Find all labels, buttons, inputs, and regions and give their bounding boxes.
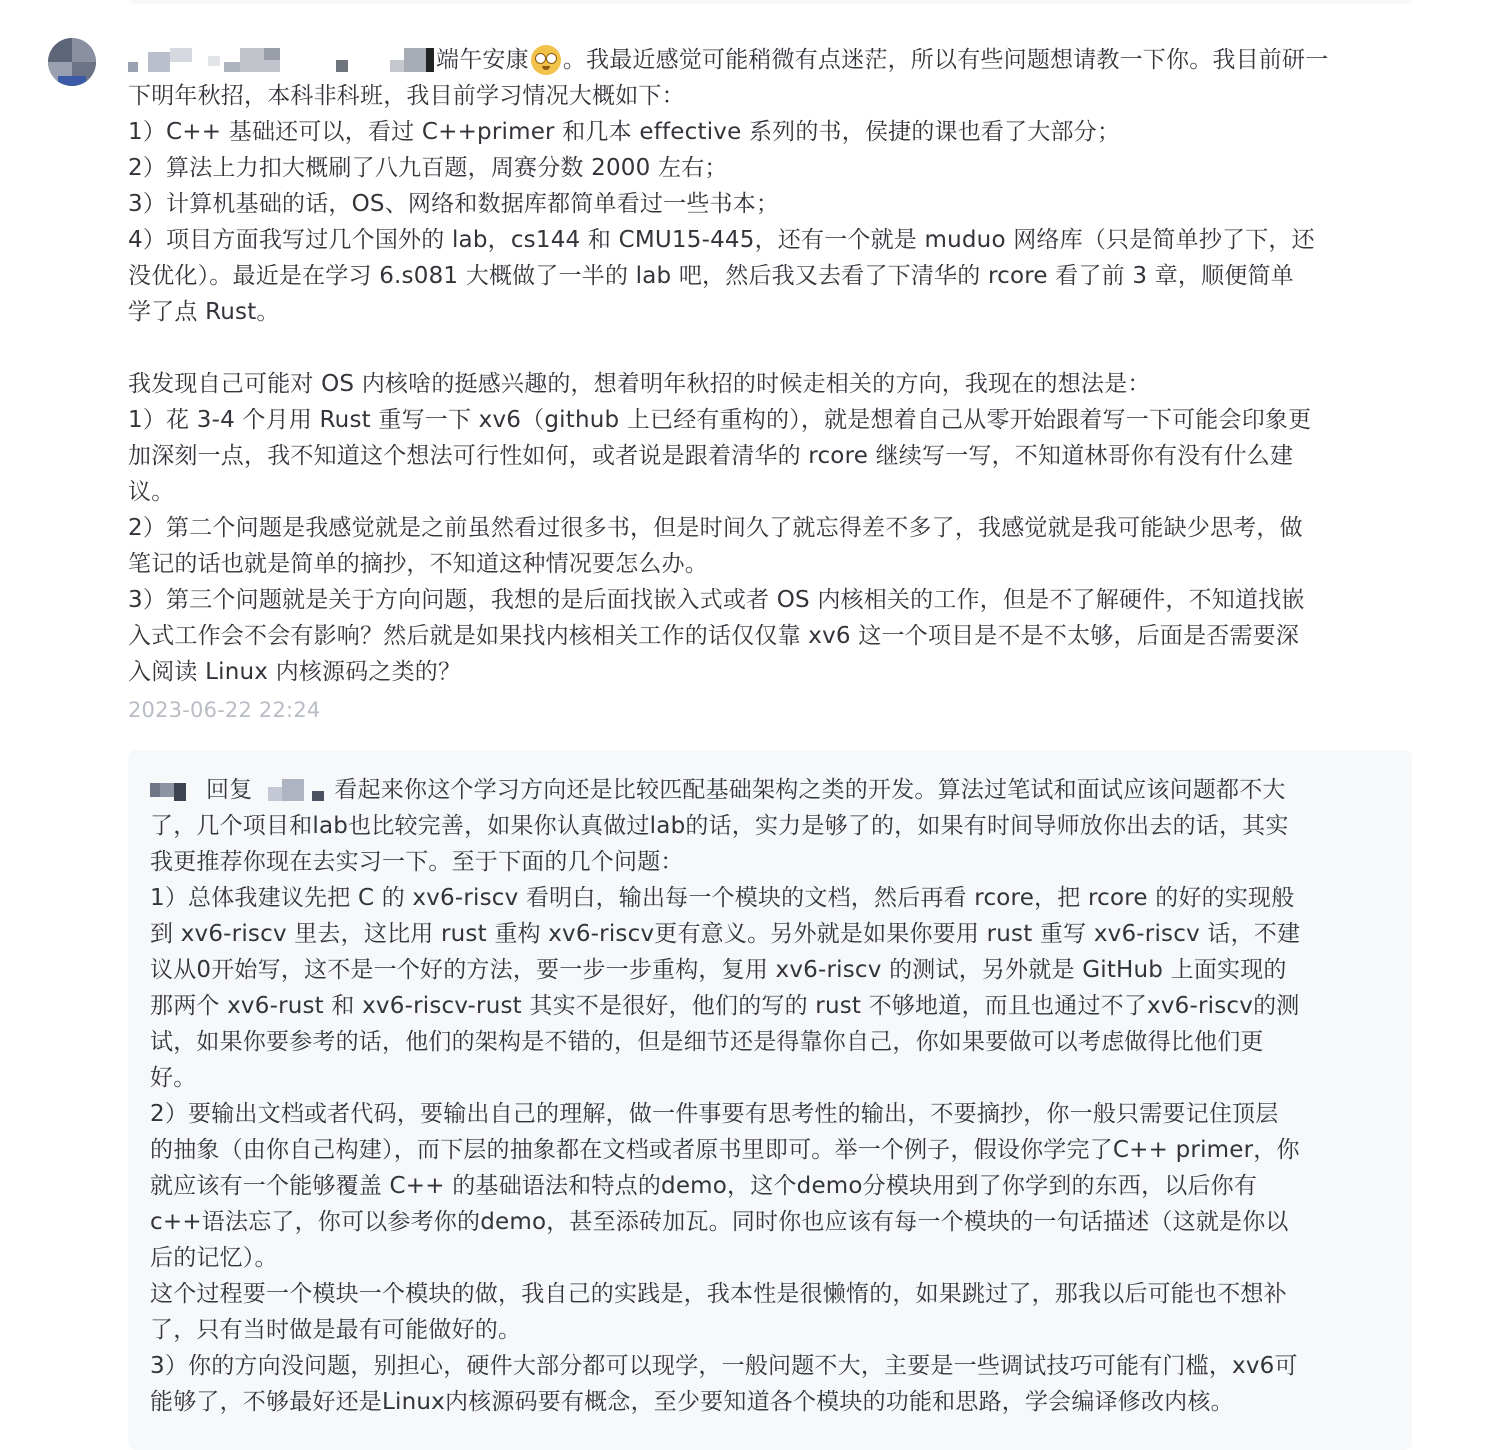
comment-line: 4）项目方面我写过几个国外的 lab，cs144 和 CMU15-445，还有一个就是 muduo 网络库（只是简单抄了下，还 — [128, 227, 1315, 253]
comment-line: 3）第三个问题就是关于方向问题，我想的是后面找嵌入式或者 OS 内核相关的工作，但是不了解硬件，不知道找嵌 — [128, 587, 1305, 613]
comment-line: 2）第二个问题是我感觉就是之前虽然看过很多书，但是时间久了就忘得差不多了，我感觉就是我可能缺少思考，做 — [128, 515, 1303, 541]
comment-line: 我发现自己可能对 OS 内核啥的挺感兴趣的，想着明年秋招的时候走相关的方向，我现在的想法是： — [128, 371, 1151, 397]
reply-line: c++语法忘了，你可以参考你的demo，甚至添砖加瓦。同时你也应该有每一个模块的一句话描述（这就是你以 — [150, 1209, 1289, 1235]
comment-line: 议。 — [128, 479, 175, 505]
reply-line: 我更推荐你现在去实习一下。至于下面的几个问题： — [150, 849, 684, 875]
comment-line: 学了点 Rust。 — [128, 299, 280, 325]
paragraph-gap — [128, 330, 1412, 366]
reply-header — [150, 772, 324, 808]
avatar-pixel — [48, 38, 72, 62]
comment-line: 3）计算机基础的话，OS、网络和数据库都简单看过一些书本； — [128, 191, 780, 217]
reply-line: 好。 — [150, 1065, 197, 1091]
comment-line: 1）花 3-4 个月用 Rust 重写一下 xv6（github 上已经有重构的），就是想着自己从零开始跟着写一下可能会印象更 — [128, 407, 1312, 433]
comment-first-line — [128, 42, 1412, 78]
reply-line: 这个过程要一个模块一个模块的做，我自己的实践是，我本性是很懒惰的，如果跳过了，那我以后可能也不想补 — [150, 1281, 1287, 1307]
reply-line: 2）要输出文档或者代码，要输出自己的理解，做一件事要有思考性的输出，不要摘抄，你一般只需要记住顶层 — [150, 1101, 1279, 1127]
greeting-text: 端午安康 — [436, 47, 529, 73]
comment-line: 加深刻一点，我不知道这个想法可行性如何，或者说是跟着清华的 rcore 继续写一写，不知道林哥你有没有什么建 — [128, 443, 1294, 469]
reply-line: 了，几个项目和lab也比较完善，如果你认真做过lab的话，实力是够了的，如果有时间导师放你出去的话，其实 — [150, 813, 1289, 839]
reply-line: 1）总体我建议先把 C 的 xv6-riscv 看明白，输出每一个模块的文档，然后再看 rcore，把 rcore 的好的实现般 — [150, 885, 1295, 911]
reply-line: 能够了，不够最好还是Linux内核源码要有概念，至少要知道各个模块的功能和思路，学会编译修改内核。 — [150, 1389, 1234, 1415]
reply-line: 议从0开始写，这不是一个好的方法，要一步一步重构，复用 xv6-riscv 的测试，另外就是 GitHub 上面实现的 — [150, 957, 1287, 983]
reply-line: 了，只有当时做是最有可能做好的。 — [150, 1317, 522, 1343]
redacted-username[interactable] — [128, 48, 434, 72]
reply-line: 那两个 xv6-rust 和 xv6-riscv-rust 其实不是很好，他们的写的 rust 不够地道，而且也通过不了xv6-riscv的测 — [150, 993, 1300, 1019]
reply-line: 就应该有一个能够覆盖 C++ 的基础语法和特点的demo，这个demo分模块用到了你学到的东西，以后你有 — [150, 1173, 1258, 1199]
comment-line: 下明年秋招，本科非科班，我目前学习情况大概如下： — [128, 83, 685, 109]
reply-line: 的抽象（由你自己构建），而下层的抽象都在文档或者原书里即可。举一个例子，假设你学完了C++ primer，你 — [150, 1137, 1300, 1163]
comment-line: 2）算法上力扣大概刷了八九百题，周赛分数 2000 左右； — [128, 155, 728, 181]
comment-line: 。我最近感觉可能稍微有点迷茫，所以有些问题想请教一下你。我目前研一 — [562, 47, 1329, 73]
redacted-reply-target[interactable] — [268, 779, 324, 801]
reply-line: 到 xv6-riscv 里去，这比用 rust 重构 xv6-riscv更有意义。另外就是如果你要用 rust 重写 xv6-riscv 话，不建 — [150, 921, 1301, 947]
reply-body — [150, 772, 1390, 1420]
redacted-replier-name[interactable] — [150, 779, 186, 801]
comment-line: 入阅读 Linux 内核源码之类的？ — [128, 659, 462, 685]
reply-line: 看起来你这个学习方向还是比较匹配基础架构之类的开发。算法过笔试和面试应该问题都不大 — [334, 777, 1286, 803]
avatar[interactable] — [48, 38, 96, 86]
avatar-pixel — [58, 76, 86, 86]
reply-line: 试，如果你要参考的话，他们的架构是不错的，但是细节还是得靠你自己，你如果要做可以考虑做得比他们更 — [150, 1029, 1264, 1055]
reply-line: 后的记忆）。 — [150, 1245, 278, 1271]
reply-first-line — [150, 772, 1390, 808]
previous-comment-card — [128, 0, 1412, 4]
flushed-face-emoji-icon — [531, 45, 561, 75]
comment-line: 笔记的话也就是简单的摘抄，不知道这种情况要怎么办。 — [128, 551, 708, 577]
reply-label: 回复 — [206, 777, 253, 803]
comment-line: 没优化）。最近是在学习 6.s081 大概做了一半的 lab 吧，然后我又去看了下清华的 rcore 看了前 3 章，顺便简单 — [128, 263, 1294, 289]
avatar-pixel — [72, 38, 96, 62]
comment-timestamp: 2023-06-22 22:24 — [128, 698, 321, 722]
comment-line: 1）C++ 基础还可以，看过 C++primer 和几本 effective 系列的书，侯捷的课也看了大部分； — [128, 119, 1121, 145]
comment-body — [128, 42, 1412, 728]
reply-line: 3）你的方向没问题，别担心，硬件大部分都可以现学，一般问题不大，主要是一些调试技巧可能有门槛，xv6可 — [150, 1353, 1298, 1379]
comment-line: 入式工作会不会有影响？然后就是如果找内核相关工作的话仅仅靠 xv6 这一个项目是不是不太够，后面是否需要深 — [128, 623, 1300, 649]
